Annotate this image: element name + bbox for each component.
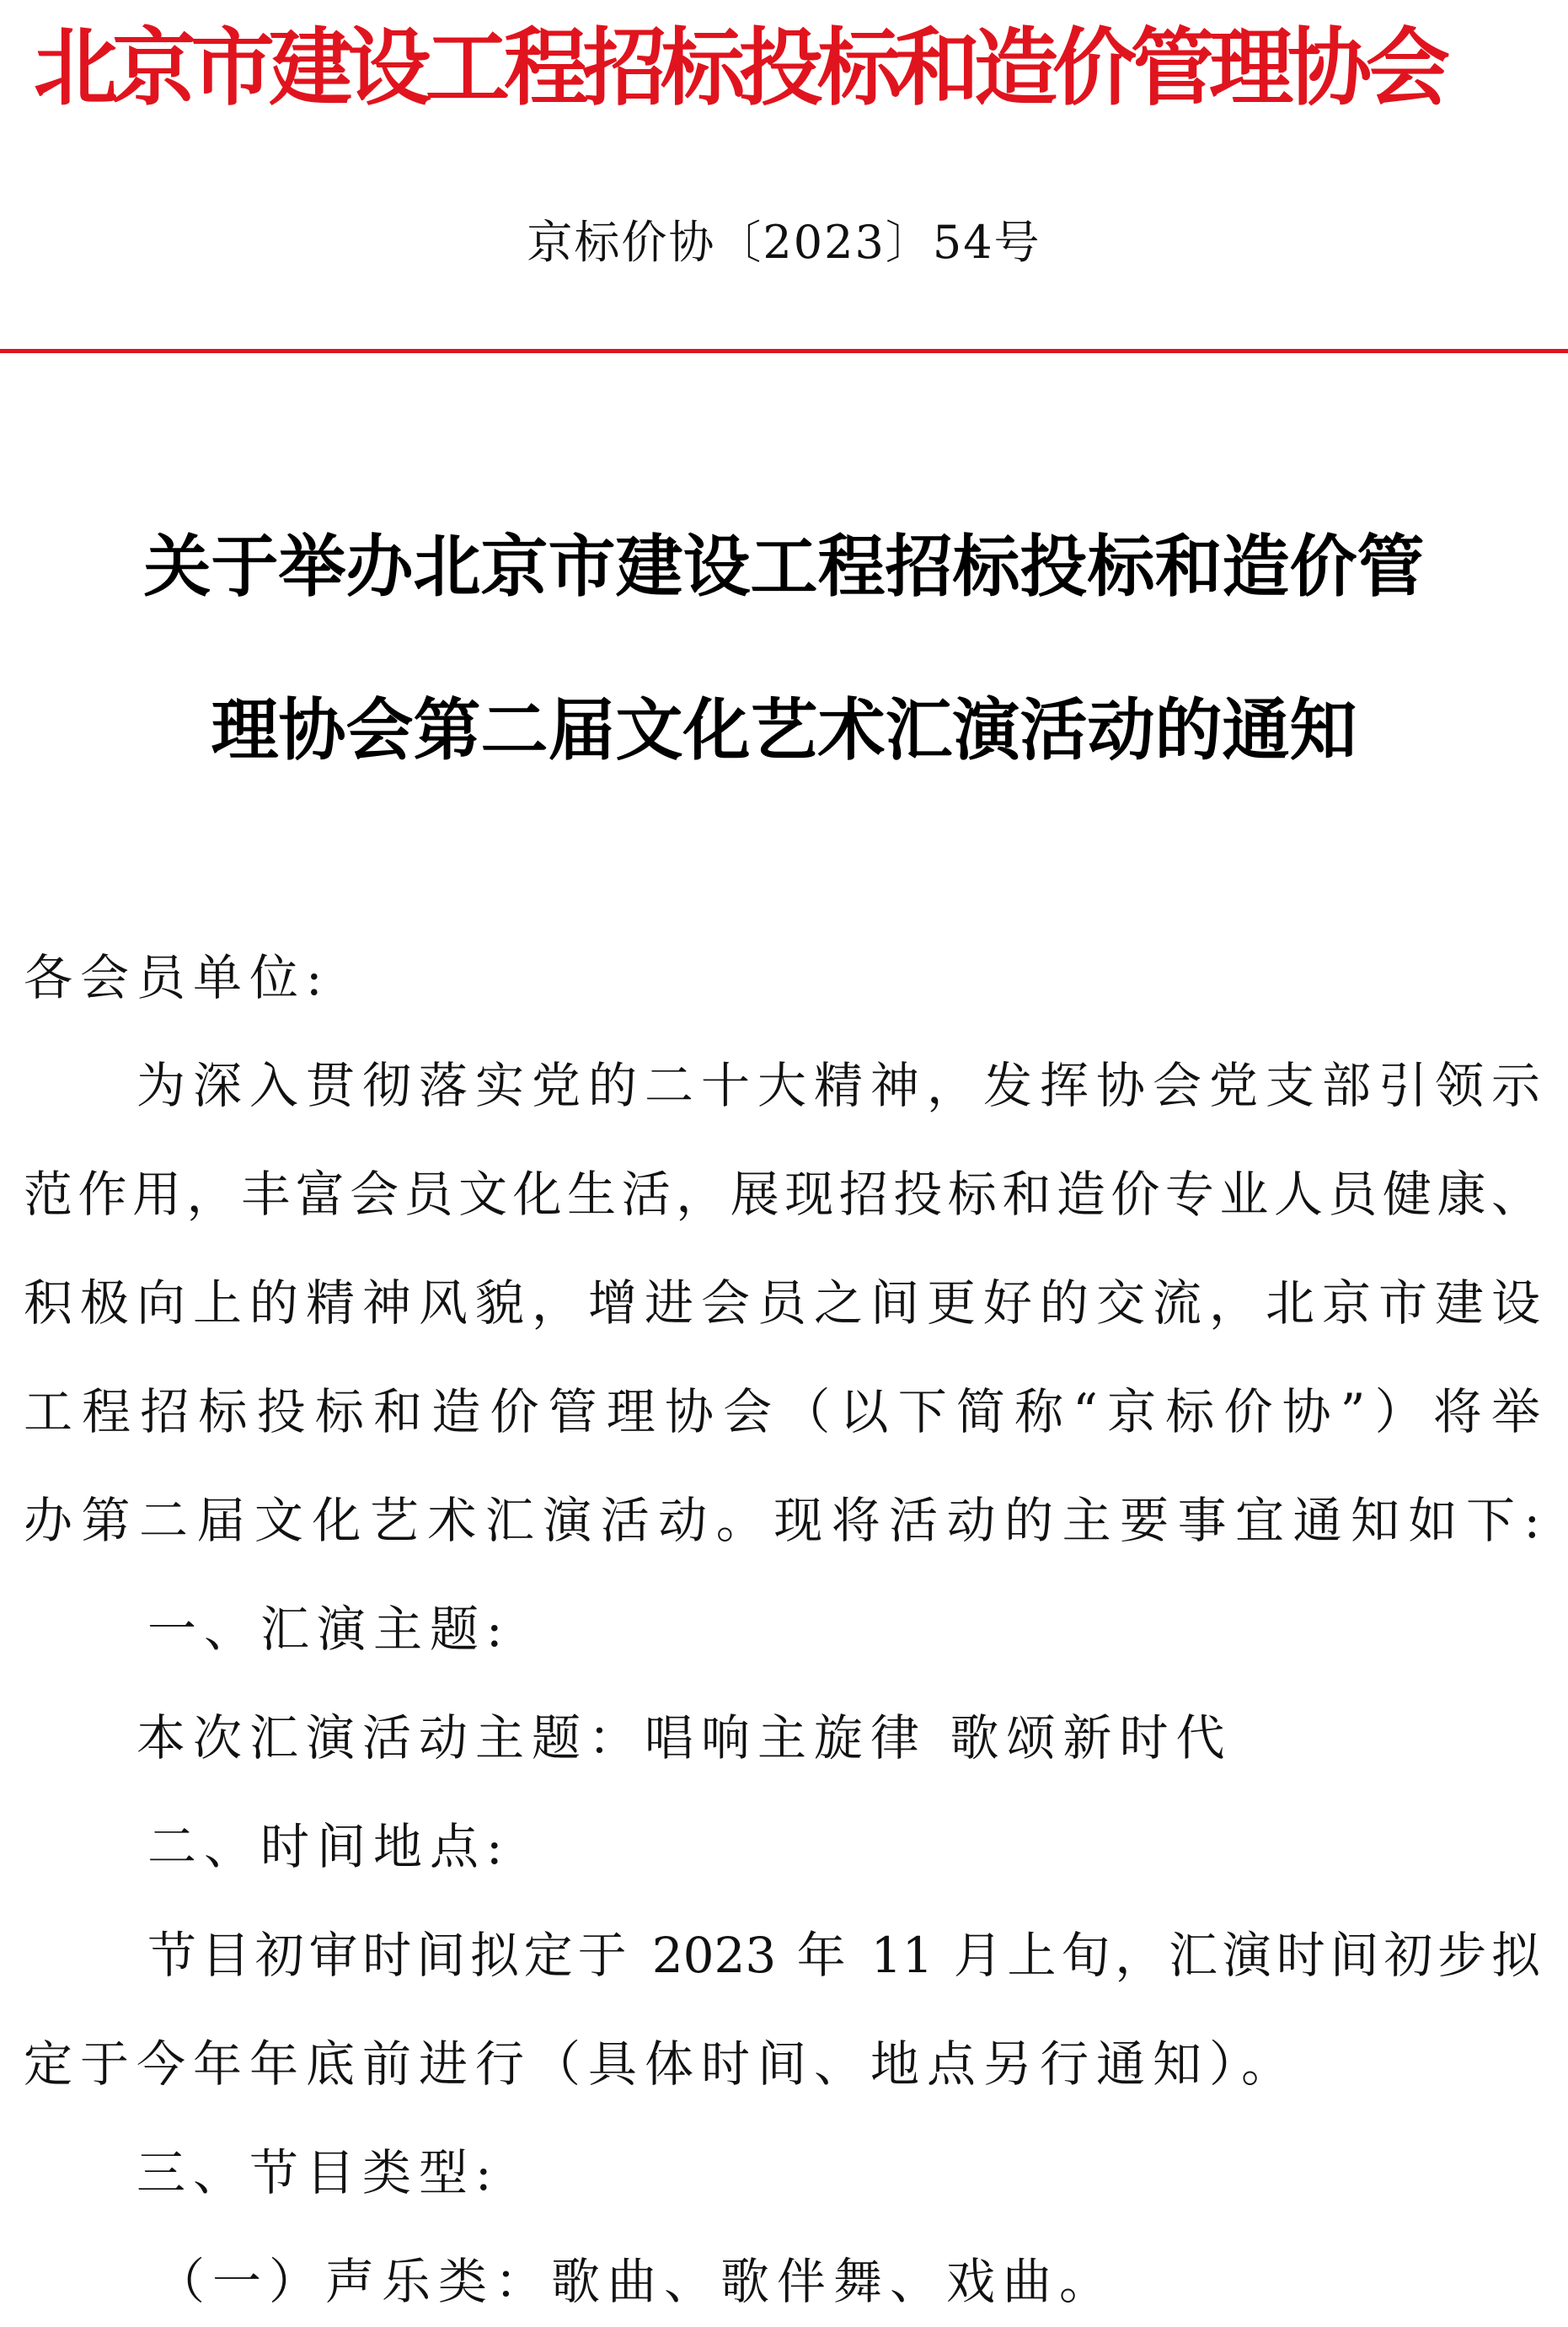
intro-line-1: 为深入贯彻落实党的二十大精神，发挥协会党支部引领示 (136, 1057, 1540, 1114)
document-number: 京标价协〔2023〕54号 (527, 216, 1041, 269)
salutation: 各会员单位: (24, 949, 330, 1006)
section-2-heading: 二、时间地点: (147, 1818, 511, 1875)
intro-line-3: 积极向上的精神风貌，增进会员之间更好的交流，北京市建设 (24, 1274, 1540, 1332)
section-2-line-2: 定于今年年底前进行（具体时间、地点另行通知）。 (24, 2035, 1298, 2093)
intro-line-5: 办第二届文化艺术汇演活动。现将活动的主要事宜通知如下: (24, 1492, 1540, 1549)
letterhead-org-name: 北京市建设工程招标投标和造价管理协会 (34, 18, 1444, 117)
intro-line-4: 工程招标投标和造价管理协会（以下简称“京标价协”）将举 (24, 1383, 1540, 1440)
section-3-heading: 三、节目类型: (136, 2144, 500, 2201)
section-3-item-1: （一）声乐类：歌曲、歌伴舞、戏曲。 (156, 2253, 1116, 2310)
section-2-line-1: 节目初审时间拟定于 2023 年 11 月上旬，汇演时间初步拟 (147, 1927, 1540, 1984)
intro-line-2: 范作用，丰富会员文化生活，展现招投标和造价专业人员健康、 (24, 1166, 1540, 1223)
red-divider-rule (0, 349, 1568, 353)
section-1-heading: 一、汇演主题: (147, 1600, 511, 1658)
section-1-text: 本次汇演活动主题：唱响主旋律 歌颂新时代 (136, 1709, 1233, 1767)
notice-title-line-2: 理协会第二届文化艺术汇演活动的通知 (211, 690, 1357, 769)
notice-title-line-1: 关于举办北京市建设工程招标投标和造价管 (143, 527, 1425, 606)
